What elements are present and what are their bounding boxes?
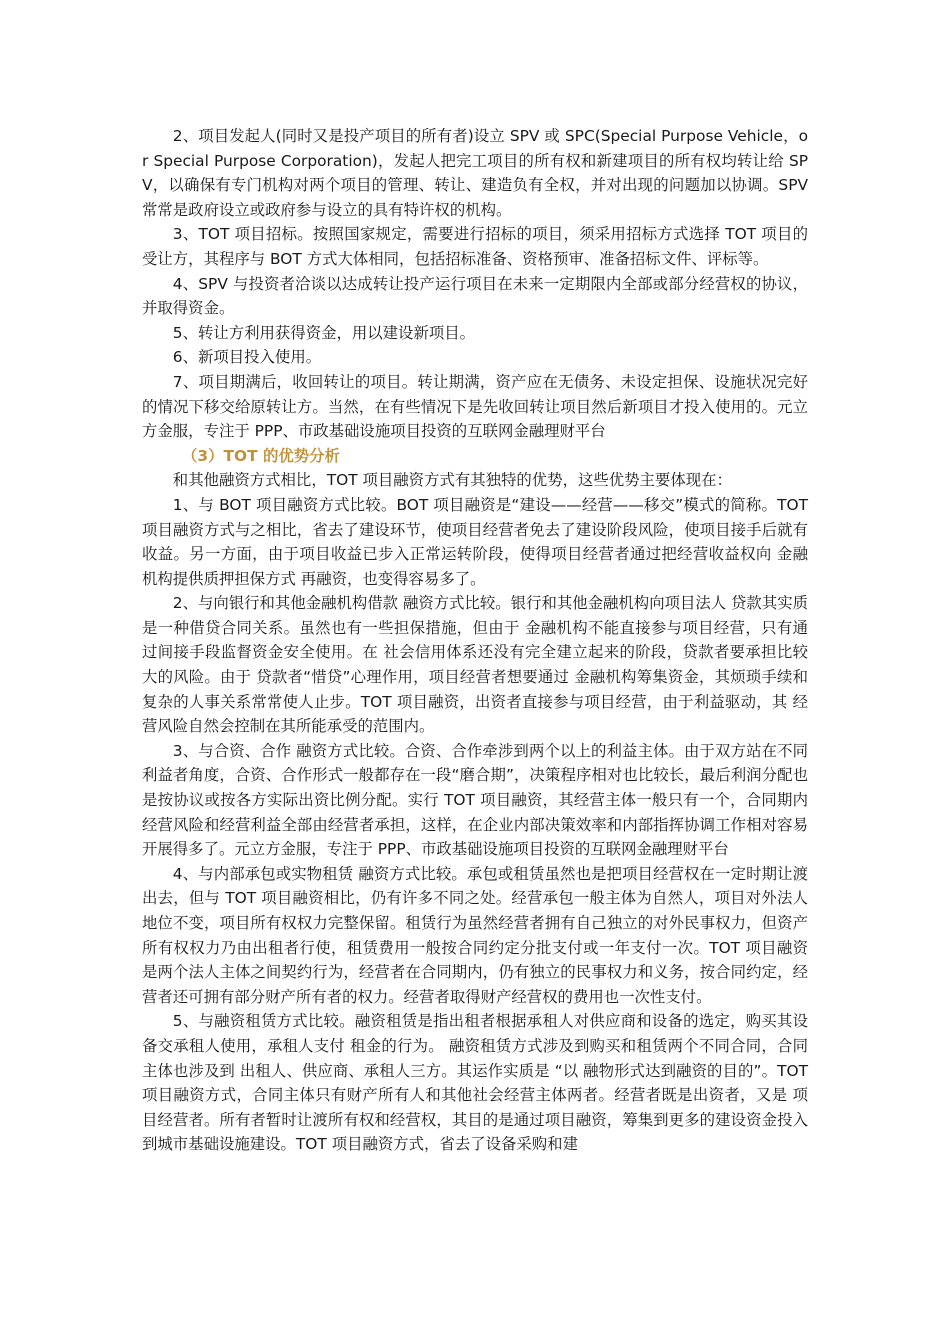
paragraph-compare-bank-loan: 2、与向银行和其他金融机构借款 融资方式比较。银行和其他金融机构向项目法人 贷款其实质是一种借贷合同关系。虽然也有一些担保措施，但由于 金融机构不能直接参与项目经营，只有通过间接手段监督资金安全使用。在 社会信用体系还没有完全建立起来的阶段，贷款者要承担比较大的风险。由于 贷款者“惜贷”心理作用，项目经营者想要通过 金融机构筹集资金，其烦琐手续和复杂的人事关系常常使人止步。TOT 项目融资，出资者直接参与项目经营，由于利益驱动，其 经营风险自然会控制在其所能承受的范围内。 xyxy=(142,594,808,736)
paragraph-compare-bot: 1、与 BOT 项目融资方式比较。BOT 项目融资是“建设——经营——移交”模式的简称。TOT 项目融资方式与之相比，省去了建设环节，使项目经营者免去了建设阶段风险，使项目接手后就有收益。另一方面，由于项目收益已步入正常运转阶段，使得项目经营者通过把经营收益权向 金融机构提供质押担保方式 再融资，也变得容易多了。 xyxy=(142,495,808,588)
paragraph-step-7: 7、项目期满后，收回转让的项目。转让期满，资产应在无债务、未设定担保、设施状况完好的情况下移交给原转让方。当然，在有些情况下是先收回转让项目然后新项目才投入使用的。元立方金服，专注于 PPP、市政基础设施项目投资的互联网金融理财平台 xyxy=(142,372,808,441)
paragraph-compare-lease: 4、与内部承包或实物租赁 融资方式比较。承包或租赁虽然也是把项目经营权在一定时期让渡出去，但与 TOT 项目融资相比，仍有许多不同之处。经营承包一般主体为自然人，项目对外法人地位不变，项目所有权权力完整保留。租赁行为虽然经营者拥有自己独立的对外民事权力，但资产所有权权力乃由出租者行使，租赁费用一般按合同约定分批支付或一年支付一次。TOT 项目融资是两个法人主体之间契约行为，经营者在合同期内，仍有独立的民事权力和义务，按合同约定，经营者还可拥有部分财产所有者的权力。经营者取得财产经营权的费用也一次性支付。 xyxy=(142,864,808,1006)
paragraph-step-3: 3、TOT 项目招标。按照国家规定，需要进行招标的项目，须采用招标方式选择 TOT 项目的受让方，其程序与 BOT 方式大体相同，包括招标准备、资格预审、准备招标文件、评标等。 xyxy=(142,225,808,268)
paragraph-compare-financial-lease: 5、与融资租赁方式比较。融资租赁是指出租者根据承租人对供应商和设备的选定，购买其设备交承租人使用，承租人支付 租金的行为。 融资租赁方式涉及到购买和租赁两个不同合同，合同主体也涉及到 出租人、供应商、承租人三方。其运作实质是 “以 融物形式达到融资的目的”。TOT 项目融资方式，合同主体只有财产所有人和其他社会经营主体两者。经营者既是出资者，又是 项目经营者。所有者暂时让渡所有权和经营权，其目的是通过项目融资，筹集到更多的建设资金投入到城市基础设施建设。TOT 项目融资方式，省去了设备采购和建 xyxy=(142,1012,808,1154)
paragraph-step-2: 2、项目发起人(同时又是投产项目的所有者)设立 SPV 或 SPC(Special Purpose Vehicle，or Special Purpose Corporation)，发起人把完工项目的所有权和新建项目的所有权均转让给 SPV，以确保有专门机构对两个项目的管理、转让、建造负有全权，并对出现的问题加以协调。SPV 常常是政府设立或政府参与设立的具有特许权的机构。 xyxy=(142,127,808,219)
document-body xyxy=(142,124,808,1157)
paragraph-step-6: 6、新项目投入使用。 xyxy=(172,348,322,367)
paragraph-step-4: 4、SPV 与投资者洽谈以达成转让投产运行项目在未来一定期限内全部或部分经营权的协议，并取得资金。 xyxy=(142,274,808,318)
paragraph-intro: 和其他融资方式相比，TOT 项目融资方式有其独特的优势，这些优势主要体现在： xyxy=(172,471,732,490)
section-heading: （3）TOT 的优势分析 xyxy=(182,446,340,465)
paragraph-compare-joint-venture: 3、与合资、合作 融资方式比较。合资、合作牵涉到两个以上的利益主体。由于双方站在不同利益者角度，合资、合作形式一般都存在一段“磨合期”，决策程序相对也比较长，最后利润分配也是按协议或按各方实际出资比例分配。实行 TOT 项目融资，其经营主体一般只有一个，合同期内 经营风险和经营利益全部由经营者承担，这样，在企业内部决策效率和内部指挥协调工作相对容易开展得多了。元立方金服，专注于 PPP、市政基础设施项目投资的互联网金融理财平台 xyxy=(142,741,808,859)
paragraph-step-5: 5、转让方利用获得资金，用以建设新项目。 xyxy=(172,323,476,342)
